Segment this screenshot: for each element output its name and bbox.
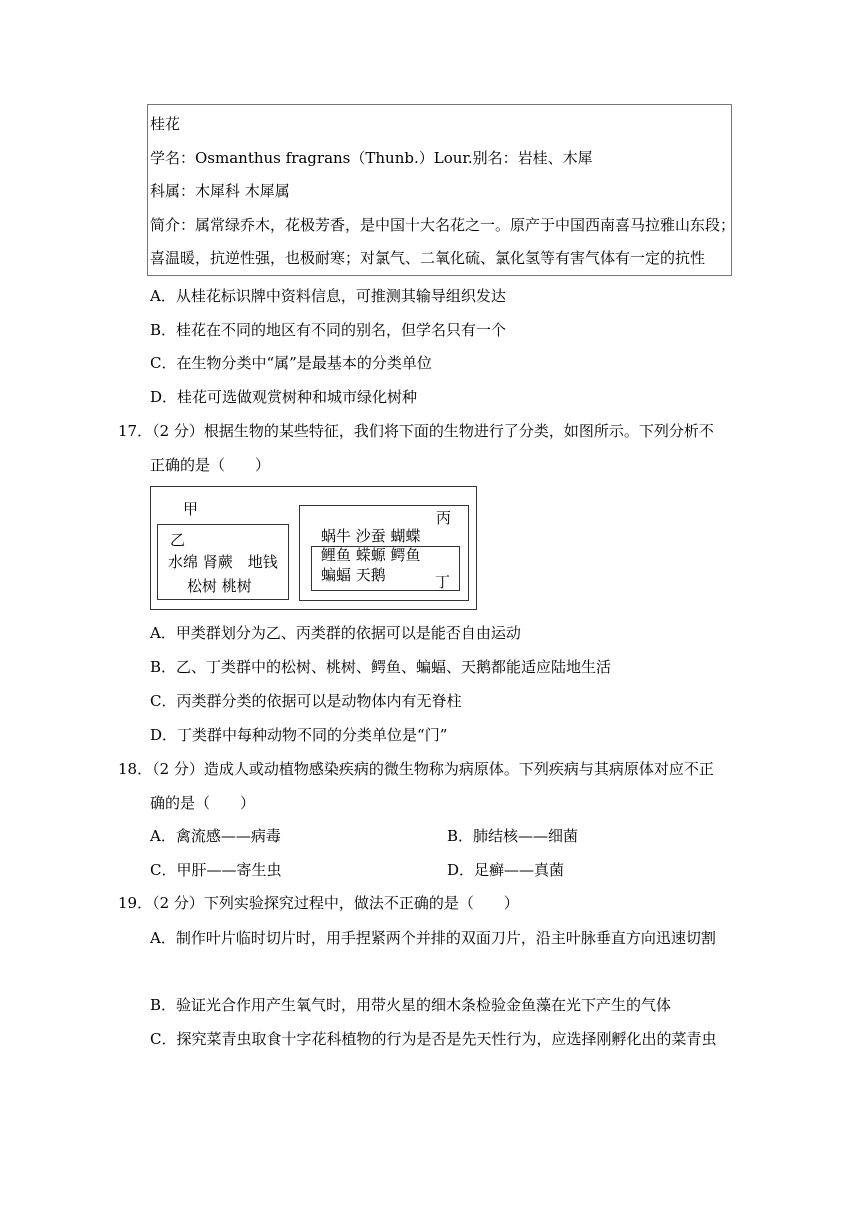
q18-stem-line-1: 18．（2 分）造成人或动植物感染疾病的微生物称为病原体。下列疾病与其病原体对应不正: [118, 760, 714, 778]
q19-option-b: B．验证光合作用产生氧气时，用带火星的细木条检验金鱼藻在光下产生的气体: [150, 996, 672, 1014]
q19-option-a: A．制作叶片临时切片时，用手捏紧两个并排的双面刀片，沿主叶脉垂直方向迅速切割: [150, 929, 716, 947]
diagram-label-bing: 丙: [436, 509, 452, 527]
q17-stem-line-2: 正确的是（ ）: [150, 456, 271, 474]
info-title: 桂花: [150, 115, 181, 133]
diagram-yi-row-2: 松树 桃树: [187, 577, 252, 595]
q17-option-b: B．乙、丁类群中的松树、桃树、鳄鱼、蝙蝠、天鹅都能适应陆地生活: [150, 658, 612, 676]
diagram-yi-row-1: 水绵 肾蕨 地钱: [168, 553, 278, 571]
diagram-bing-row-1: 蜗牛 沙蚕 蝴蝶: [321, 527, 421, 545]
info-intro-line-1: 简介：属常绿乔木，花极芳香，是中国十大名花之一。原产于中国西南喜马拉雅山东段；: [150, 216, 736, 234]
q16-option-d: D．桂花可选做观赏树种和城市绿化树种: [150, 388, 418, 406]
q17-option-d: D．丁类群中每种动物不同的分类单位是“门”: [150, 726, 448, 744]
diagram-ding-row-1: 鲤鱼 蝾螈 鳄鱼: [321, 546, 421, 564]
q17-option-c: C．丙类群分类的依据可以是动物体内有无脊柱: [150, 692, 462, 710]
info-scientific-name: 学名：Osmanthus fragrans（Thunb.）Lour.别名：岩桂、木犀: [150, 149, 593, 167]
diagram-label-yi: 乙: [170, 531, 186, 549]
q18-option-c: C．甲肝——寄生虫: [150, 861, 282, 879]
diagram-label-jia: 甲: [183, 500, 199, 518]
q16-option-a: A．从桂花标识牌中资料信息，可推测其输导组织发达: [150, 287, 506, 305]
q17-option-a: A．甲类群划分为乙、丙类群的依据可以是能否自由运动: [150, 624, 521, 642]
q18-option-d: D．足癣——真菌: [447, 861, 565, 879]
q16-option-c: C．在生物分类中“属”是最基本的分类单位: [150, 354, 432, 372]
q18-stem-line-2: 确的是（ ）: [150, 794, 256, 812]
q17-stem-line-1: 17．（2 分）根据生物的某些特征，我们将下面的生物进行了分类，如图所示。下列分析不: [118, 422, 714, 440]
q18-option-b: B．肺结核——细菌: [447, 827, 579, 845]
q18-option-a: A．禽流感——病毒: [150, 827, 281, 845]
info-intro-line-2: 喜温暖，抗逆性强，也极耐寒；对氯气、二氧化硫、氯化氢等有害气体有一定的抗性: [150, 249, 706, 267]
diagram-label-ding: 丁: [435, 573, 451, 591]
info-family: 科属：木犀科 木犀属: [150, 182, 290, 200]
q19-option-c: C．探究菜青虫取食十字花科植物的行为是否是先天性行为，应选择刚孵化出的菜青虫: [150, 1030, 717, 1048]
diagram-ding-row-2: 蝙蝠 天鹅: [321, 566, 386, 584]
q16-option-b: B．桂花在不同的地区有不同的别名，但学名只有一个: [150, 321, 507, 339]
q19-stem: 19．（2 分）下列实验探究过程中，做法不正确的是（ ）: [118, 894, 519, 912]
